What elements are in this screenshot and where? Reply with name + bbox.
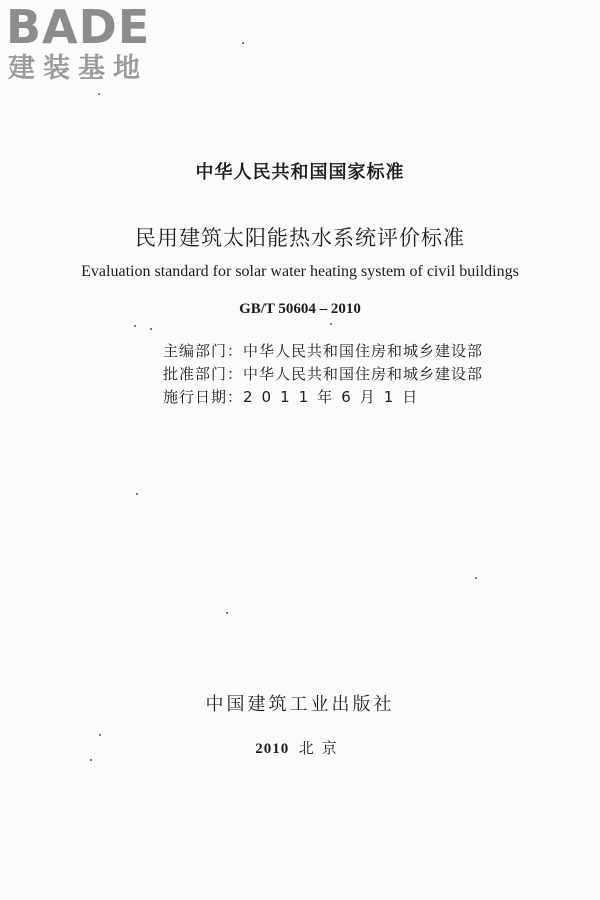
scan-speck bbox=[99, 734, 101, 736]
meta-editor-dept bbox=[163, 340, 483, 363]
meta-label: 施行日期： bbox=[163, 388, 244, 406]
watermark-logo bbox=[6, 0, 176, 90]
meta-effective-date bbox=[163, 386, 483, 409]
meta-label: 主编部门： bbox=[163, 342, 244, 360]
scan-speck bbox=[242, 42, 244, 44]
meta-value: 中华人民共和国住房和城乡建设部 bbox=[243, 365, 484, 383]
scan-speck bbox=[90, 759, 92, 761]
cover-meta bbox=[163, 340, 483, 409]
standard-series: 中华人民共和国国家标准 bbox=[195, 162, 405, 183]
scan-speck bbox=[330, 323, 332, 325]
standard-code: GB/T 50604 – 2010 bbox=[239, 301, 361, 317]
scan-speck bbox=[98, 93, 100, 95]
scan-speck bbox=[136, 493, 138, 495]
title-chinese: 民用建筑太阳能热水系统评价标准 bbox=[135, 226, 465, 250]
publication-info bbox=[0, 737, 600, 758]
scan-speck bbox=[150, 328, 152, 330]
watermark-brand: BADE bbox=[6, 0, 151, 54]
title-english: Evaluation standard for solar water heating system of civil buildings bbox=[81, 263, 519, 280]
publication-year: 2010 bbox=[255, 741, 290, 757]
scan-speck bbox=[134, 325, 136, 327]
meta-value: 中华人民共和国住房和城乡建设部 bbox=[243, 342, 484, 360]
meta-label: 批准部门： bbox=[163, 365, 244, 383]
scan-speck bbox=[226, 612, 228, 614]
publisher-name: 中国建筑工业出版社 bbox=[205, 694, 395, 715]
publication-city: 北京 bbox=[298, 739, 345, 757]
meta-approval-dept bbox=[163, 363, 483, 386]
watermark-subtitle: 建装基地 bbox=[8, 53, 148, 84]
scan-speck bbox=[475, 577, 477, 579]
meta-value: 2011年6月1日 bbox=[243, 388, 427, 406]
